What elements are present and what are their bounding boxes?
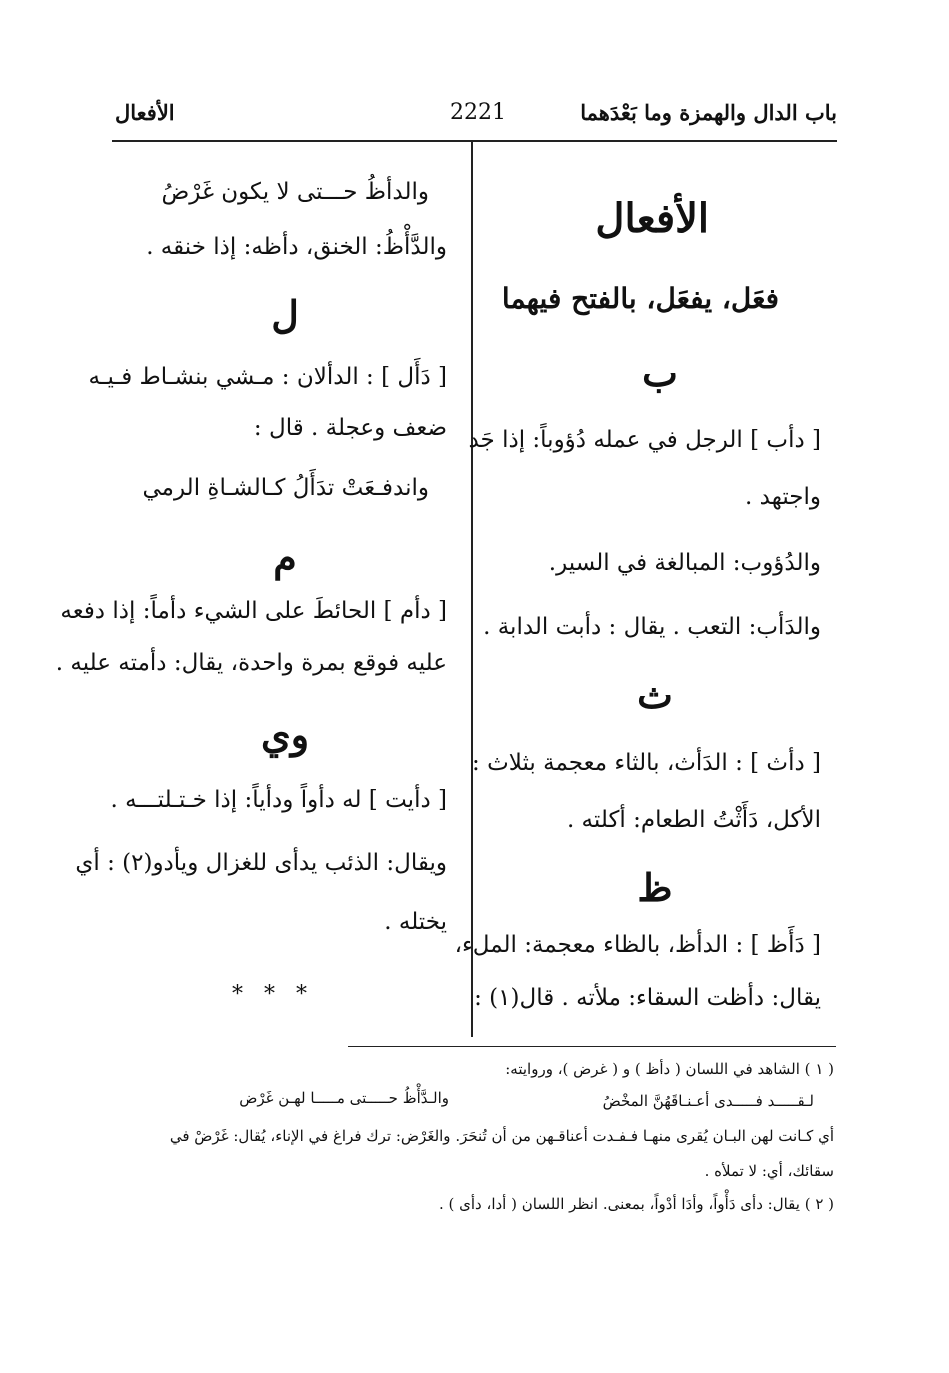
header-rule <box>112 140 837 142</box>
section-subheading: فعَل، يفعَل، بالفتح فيهما <box>501 282 779 315</box>
entry-line: والدُؤوب: المبالغة في السير. <box>548 550 821 576</box>
entry-line: [ دأيت ] له دأواً ودأياً: إذا خـتـلتـــه . <box>110 787 447 813</box>
verse-line: والدأظُ حـــتى لا يكون غَرْضُ <box>161 179 429 205</box>
footnote-1-line: ( ١ ) الشاهد في اللسان ( دأظ ) و ( غرض )، وروايته: <box>505 1060 834 1078</box>
entry-line: والدَّأْظُ: الخنق، دأظه: إذا خنقه . <box>146 234 447 260</box>
running-head-left: الأفعال <box>115 100 175 125</box>
section-heading: الأفعال <box>595 195 709 242</box>
verse-line: واندفـعَتْ تدَأَلُ كـالشـاةِ الرمي <box>142 475 429 501</box>
entry-line: يقال: دأظت السقاء: ملأته . قال(١) : <box>474 985 821 1011</box>
entry-line: [ دأب ] الرجل في عمله دُؤوباً: إذا جَد <box>468 427 821 453</box>
letter-heading-z: ظ <box>637 865 673 910</box>
letter-heading-m: م <box>273 535 297 580</box>
footnote-1-line: أي كـانت لهن البـان يُقرى منهـا فـفـدت أعناقـهن من أن تُنحَرَ. والغَرْض: ترك فراغ في الإناء، يُقال: غَرْضْ في <box>169 1127 834 1145</box>
running-head-right: باب الدال والهمزة وما بَعْدَهما <box>580 100 837 125</box>
footnote-1-verse-right: لـقـــــد فـــــدى أعـنـاقَهُنَّ المخْضُ <box>602 1092 814 1110</box>
letter-heading-th: ث <box>637 672 673 717</box>
letter-heading-l: ل <box>271 292 299 337</box>
page-number: 2221 <box>450 100 506 125</box>
entry-line: الأكل، دَأَثْتُ الطعام: أكلته . <box>566 807 821 833</box>
entry-line: [ دَأَظ ] : الدأظ، بالظاء معجمة: الملء، <box>454 932 821 958</box>
entry-line: [ دأم ] الحائطَ على الشيء دأماً: إذا دفعه <box>60 598 447 624</box>
footnote-rule <box>348 1046 836 1047</box>
footnote-2-line: ( ٢ ) يقال: دأى دَأْواً، وأدَا أدْواً، بمعنى. انظر اللسان ( أدا، دأى ) . <box>438 1195 834 1213</box>
letter-heading-b: ب <box>642 350 678 395</box>
entry-line: [ دأث ] : الدَأث، بالثاء معجمة بثلاث : <box>472 750 821 776</box>
entry-line: يختله . <box>384 909 447 935</box>
column-divider <box>471 142 473 1037</box>
entry-line: والدَأب: التعب . يقال : دأبت الدابة . <box>483 614 821 640</box>
entry-line: عليه فوقع بمرة واحدة، يقال: دأمته عليه . <box>55 650 447 676</box>
section-end-stars: * * * <box>232 982 307 1007</box>
footnote-1-line: سقائك، أي: لا تملأه . <box>704 1162 834 1180</box>
entry-line: ويقال: الذئب يدأى للغزال ويأدو(٢) : أي <box>75 850 447 876</box>
letter-heading-wy: وي <box>260 712 310 757</box>
footnote-1-verse-left: والـدَّأْظُ حـــــتى مـــــا لهـن غَرْض <box>239 1089 449 1107</box>
entry-line: واجتهد . <box>745 484 821 510</box>
entry-line: ضعف وعجلة . قال : <box>253 415 447 441</box>
entry-line: [ دَأَل ] : الدألان : مـشي بنشـاط فـيـه <box>88 364 447 390</box>
